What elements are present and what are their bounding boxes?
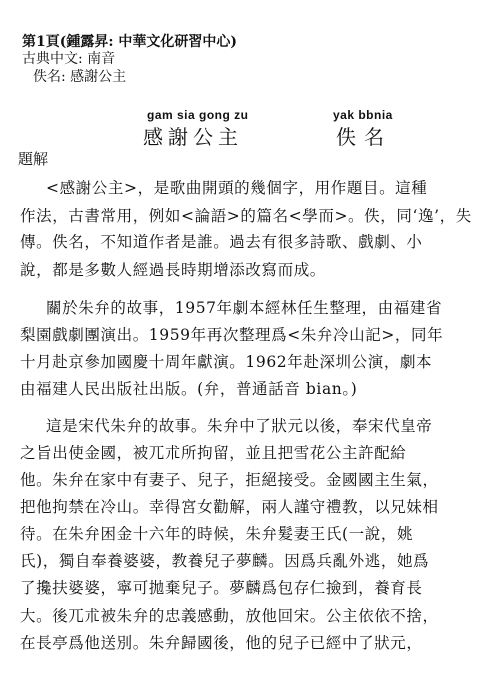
page-header-source: 第1頁(鍾露昇: 中華文化研習中心) <box>22 34 238 50</box>
author-romanization: yak bbnia <box>333 108 393 122</box>
paragraph-line: 傳。佚名，不知道作者是誰。過去有很多詩歌、戲劇、小 <box>20 233 423 251</box>
page-header-category: 古典中文: 南音 <box>22 51 116 67</box>
paragraph-line: 在長亭爲他送別。朱弁歸國後，他的兒子已經中了狀元， <box>20 634 423 652</box>
paragraph-line: 待。在朱弁困金十六年的時候，朱弁髮妻王氏(一說，姚 <box>20 525 414 543</box>
paragraph-line: 這是宋代朱弁的故事。朱弁中了狀元以後，奉宋代皇帝 <box>46 417 433 435</box>
page-header-author-title: 佚名: 感謝公主 <box>33 69 127 85</box>
paragraph-line: 之旨出使金國，被兀朮所拘留，並且把雪花公主許配給 <box>20 444 407 462</box>
paragraph-line: 梨園戲劇團演出。1959年再次整理爲<朱弁冷山記>，同年 <box>20 326 444 344</box>
paragraph-line: 氏)，獨自奉養婆婆，教養兒子夢麟。因爲兵亂外逃，她爲 <box>20 552 430 570</box>
paragraph-line: 作法，古書常用，例如<論語>的篇名<學而>。佚，同‘逸’，失 <box>20 207 472 225</box>
section-heading: 題解 <box>18 150 49 168</box>
paragraph-line: 大。後兀朮被朱弁的忠義感動，放他回宋。公主依依不捨， <box>20 607 439 625</box>
paragraph-line: 說，都是多數人經過長時期增添改寫而成。 <box>20 261 326 279</box>
paragraph-line: 十月赴京參加國慶十周年獻演。1962年赴深圳公演，劇本 <box>20 353 433 371</box>
paragraph-line: 由福建人民出版社出版。(弁，普通話音 bian。) <box>20 380 358 398</box>
paragraph-line: 關於朱弁的故事，1957年劇本經林任生整理，由福建省 <box>46 299 443 317</box>
author-name: 佚名 <box>336 125 392 149</box>
paragraph-line: 了攙扶婆婆，寧可拋棄兒子。夢麟爲包存仁撿到，養育長 <box>20 579 423 597</box>
paragraph-line: 他。朱弁在家中有妻子、兒子，拒絕接受。金國國主生氣， <box>20 471 439 489</box>
title-romanization: gam sia gong zu <box>147 108 249 122</box>
paragraph-line: <感謝公主>，是歌曲開頭的幾個字，用作題目。這種 <box>46 179 428 197</box>
paragraph-line: 把他拘禁在冷山。幸得宮女勸解，兩人謹守禮教，以兄妹相 <box>20 498 439 516</box>
work-title: 感謝公主 <box>143 125 243 149</box>
